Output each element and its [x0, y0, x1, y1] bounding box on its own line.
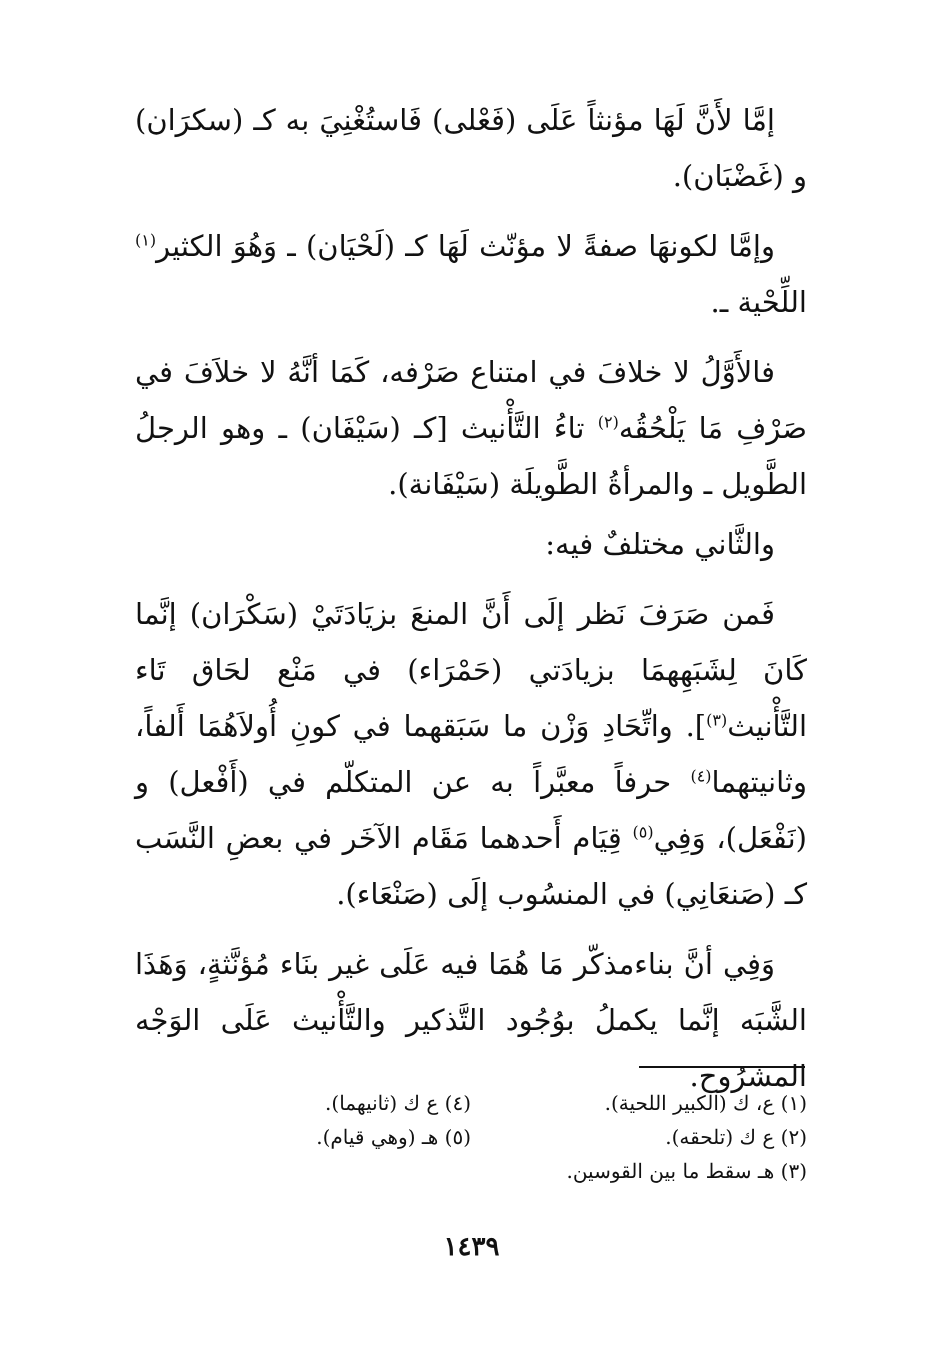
footnote-ref-3: (٣) [706, 710, 728, 730]
footnote-ref-4: (٤) [690, 766, 712, 786]
paragraph-2-tail: اللِّحْية ـ. [710, 285, 807, 319]
paragraph-5-text-a: فَمن صَرَفَ نَظر إلَى أَنَّ المنعَ بزيَادَتَيْ (سَكْرَان) إنَّما كَانَ لِشَبَهِهمَا بزيادَتي (حَمْرَاء) في مَنْع لحَاق تَاء التَّأْنيث [135, 597, 807, 743]
paragraph-5-text-c: حرفاً معبَّراً به عن المتكلّم في (أَفْعل) و (نَفْعَل)، وَفِي [135, 765, 807, 855]
footnote-3: (٣) هـ سقط ما بين القوسين. [566, 1159, 807, 1183]
main-text [135, 92, 807, 1104]
footnote-divider [639, 1066, 805, 1068]
page-number: ١٤٣٩ [443, 1232, 500, 1262]
paragraph-5-text-d: قِيَام أَحدهما مَقَام الآخَر في بعضِ النَّسَب كـ (صَنعَانِي) في المنسُوب إلَى (صَنْعَاء). [135, 821, 807, 911]
paragraph-3-text: فالأَوَّلُ لا خلافَ في امتناع صَرْفه، كَمَا أنَّهُ لا خلاَفَ في صَرْفِ مَا يَلْحُقُه [135, 355, 807, 445]
paragraph-4 [135, 516, 807, 572]
footnote-1: (١) ع، ك (الكبير اللحية). [604, 1091, 807, 1115]
paragraph-2-text: وإمَّا لكونهَا صفةً لا مؤنّث لَهَا كـ (لَحْيَان) ـ وَهُوَ الكثير [156, 229, 775, 263]
footnote-5: (٥) هـ (وهي قيام). [316, 1125, 471, 1149]
paragraph-3-tail: تاءُ التَّأْنيث [كـ (سَيْفَان) ـ وهو الرجلُ الطَّويل ـ والمرأةُ الطَّويلَة (سَيْفَانة). [135, 411, 807, 501]
paragraph-5-text-b: ]. واتِّحَادِ وَزْن ما سَبَقهما في كونِ أُولاَهُمَا أَلفاً، وثانيتهما [135, 709, 807, 799]
paragraph-4-text: والثَّاني مختلفٌ فيه: [545, 527, 775, 561]
footnote-column-right [471, 1086, 807, 1188]
footnote-2: (٢) ع ك (تلحقه). [665, 1125, 807, 1149]
footnote-column-left [135, 1086, 471, 1188]
paragraph-6 [135, 936, 807, 1104]
paragraph-1 [135, 92, 807, 204]
footnotes [135, 1086, 807, 1188]
paragraph-2 [135, 218, 807, 330]
footnote-ref-1: (١) [135, 230, 157, 250]
paragraph-1-text: إمَّا لأَنَّ لَهَا مؤنثاً عَلَى (فَعْلى) فَاستُغْنِيَ به كـ (سكرَان) و (غَضْبَان). [135, 103, 807, 193]
footnote-columns [135, 1086, 807, 1188]
footnote-4: (٤) ع ك (ثانيهما). [325, 1091, 471, 1115]
paragraph-3 [135, 344, 807, 512]
footnote-ref-2: (٢) [597, 412, 619, 432]
footnote-ref-5: (٥) [632, 822, 654, 842]
paragraph-5 [135, 586, 807, 922]
paragraph-6-text: وَفِي أنَّ بناءمذكّر مَا هُمَا فيه عَلَى غير بنَاء مُؤنَّثةٍ، وَهَذَا الشَّبَه إنَّما يكملُ بوُجُود التَّذكير والتَّأْنيث عَلَى الوَجْه المشرُوح. [135, 947, 807, 1093]
